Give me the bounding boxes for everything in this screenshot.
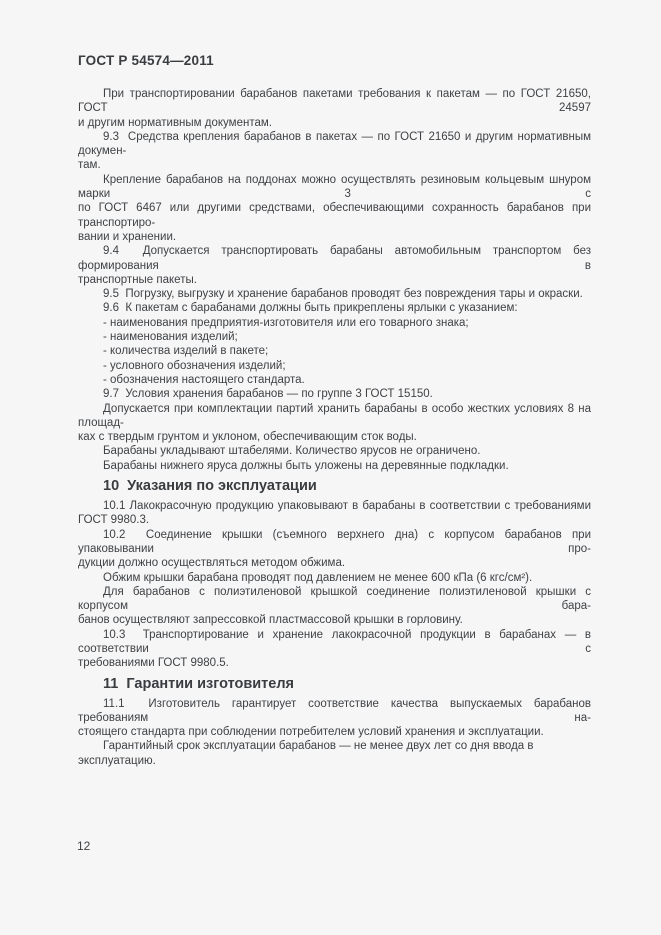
paragraph [78,359,591,373]
paragraph-line: - количества изделий в пакете; [103,345,269,358]
paragraph-line: транспортные пакеты. [78,273,197,286]
paragraph [78,499,591,528]
section-heading: 10 Указания по эксплуатации [103,478,317,495]
paragraph-line: Обжим крышки барабана проводят под давлением не менее 600 кПа (6 кгс/см²). [103,571,533,584]
paragraph-line: - условного обозначения изделий; [103,359,286,372]
paragraph-line: 10.2 Соединение крышки (съемного верхнего дна) с корпусом барабанов при упаковывании про- [78,528,591,555]
paragraph-line: - наименования изделий; [103,331,238,344]
paragraph-line: Допускается при комплектации партий хранить барабаны в особо жестких условиях 8 на площад- [78,402,591,429]
paragraph [78,402,591,445]
paragraph [78,130,591,173]
paragraph-line: по ГОСТ 6467 или другими средствами, обеспечивающими сохранность барабанов при транспортиро- [78,202,591,229]
document-body [78,87,591,768]
paragraph-line: ГОСТ 9980.3. [78,514,150,527]
paragraph-line: Барабаны нижнего яруса должны быть уложены на деревянные подкладки. [103,459,509,472]
paragraph [78,697,591,740]
paragraph-line: 10.1 Лакокрасочную продукцию упаковывают в барабаны в соответствии с требованиями [103,500,591,513]
paragraph-line: 9.5 Погрузку, выгрузку и хранение барабанов проводят без повреждения тары и окраски. [103,288,583,301]
paragraph [78,628,591,671]
paragraph [78,287,591,301]
paragraph [78,330,591,344]
paragraph-line: требованиями ГОСТ 9980.5. [78,657,229,670]
paragraph-line: 11.1 Изготовитель гарантирует соответствие качества выпускаемых барабанов требованиям на- [78,697,591,724]
paragraph [78,585,591,628]
paragraph-line: ках с твердым грунтом и уклоном, обеспечивающим сток воды. [78,431,417,444]
paragraph-line: 10.3 Транспортирование и хранение лакокрасочной продукции в барабанах — в соответствии с [78,628,591,655]
section-heading: 11 Гарантии изготовителя [103,675,295,692]
paragraph [78,387,591,401]
paragraph-line: 9.6 К пакетам с барабанами должны быть прикреплены ярлыки с указанием: [103,302,518,315]
paragraph [78,344,591,358]
paragraph-line: Для барабанов с полиэтиленовой крышкой соединение полиэтиленовой крышки с корпусом бара- [78,585,591,613]
paragraph [78,444,591,458]
paragraph [78,459,591,473]
paragraph [78,87,591,130]
paragraph-line: При транспортировании барабанов пакетами требования к пакетам — по ГОСТ 21650, ГОСТ 24597 [78,88,591,115]
paragraph-line: дукции должно осуществляться методом обжима. [78,557,346,570]
paragraph-line: вании и хранении. [78,230,177,243]
paragraph-line: - наименования предприятия-изготовителя или его товарного знака; [103,316,469,329]
page-number: 12 [77,839,91,853]
paragraph-line: 9.7 Условия хранения барабанов — по группе 3 ГОСТ 15150. [103,388,433,401]
paragraph [78,173,591,244]
paragraph-line: Крепление барабанов на поддонах можно осуществлять резиновым кольцевым шнуром марки 3 с [78,173,591,201]
paragraph [78,301,591,315]
paragraph [78,739,591,768]
paragraph [78,528,591,571]
paragraph-line: Гарантийный срок эксплуатации барабанов — не менее двух лет со дня ввода в эксплуатацию. [78,740,534,767]
paragraph-line: - обозначения настоящего стандарта. [103,373,305,386]
page-header: ГОСТ Р 54574—2011 [78,53,214,68]
paragraph-line: и другим нормативным документам. [78,116,272,129]
paragraph [78,373,591,387]
paragraph-line: Барабаны укладывают штабелями. Количество ярусов не ограничено. [103,445,481,458]
paragraph-line: банов осуществляют запрессовкой пластмассовой крышки в горловину. [78,614,463,627]
paragraph-line: стоящего стандарта при соблюдении потребителем условий хранения и эксплуатации. [78,726,544,739]
paragraph-line: там. [78,159,101,172]
paragraph [78,571,591,585]
paragraph [78,316,591,330]
paragraph-line: 9.4 Допускается транспортировать барабаны автомобильным транспортом без формирования в [78,245,591,272]
paragraph-line: 9.3 Средства крепления барабанов в пакетах — по ГОСТ 21650 и другим нормативным докумен- [78,130,591,158]
paragraph [78,244,591,287]
